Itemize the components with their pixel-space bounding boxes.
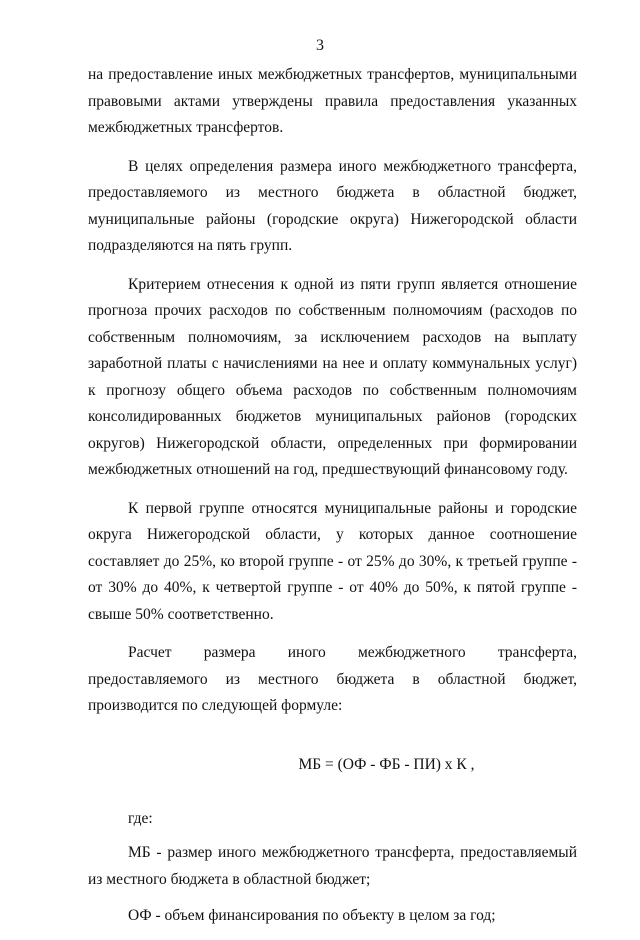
formula: МБ = (ОФ - ФБ - ПИ) х К , [298,755,475,773]
page-number: 3 [316,37,324,54]
definition-of: ОФ - объем финансирования по объекту в целом за год; [128,907,496,924]
paragraph-continuation: на предоставление иных межбюджетных трансфертов, муниципальными правовыми актами утверждены правила предоставления указанных межбюджетных трансфертов. [88,66,577,136]
document-body [88,62,577,940]
where-label: где: [128,809,153,827]
paragraph-criterion: Критерием отнесения к одной из пяти групп является отношение прогноза прочих расходов по собственным полномочиям (расходов по собственным полномочиям, за исключением расходов на выплату заработной платы с начислениями на нее и оплату коммунальных услуг) к прогнозу общего объема расходов по собственным полномочиям консолидированных бюджетов муниципальных районов (городских округов) Нижегородской области, определенных при формировании межбюджетных отношений на год, предшествующий финансовому году. [88,275,577,478]
paragraph-groups-intro: В целях определения размера иного межбюджетного трансферта, предоставляемого из местного бюджета в областной бюджет, муниципальные районы (городские округа) Нижегородской области подразделяются на пять групп. [88,157,577,254]
paragraph-group-thresholds: К первой группе относятся муниципальные районы и городские округа Нижегородской области, у которых данное соотношение составляет до 25%, ко второй группе - от 25% до 30%, к третьей группе - от 30% до 40%, к четвертой группе - от 40% до 50%, к пятой группе - свыше 50% соответственно. [88,499,577,623]
definition-mb: МБ - размер иного межбюджетного трансферта, предоставляемый из местного бюджета в областной бюджет; [88,844,577,888]
paragraph-calculation: Расчет размера иного межбюджетного трансферта, предоставляемого из местного бюджета в областной бюджет, производится по следующей формуле: [88,644,577,714]
